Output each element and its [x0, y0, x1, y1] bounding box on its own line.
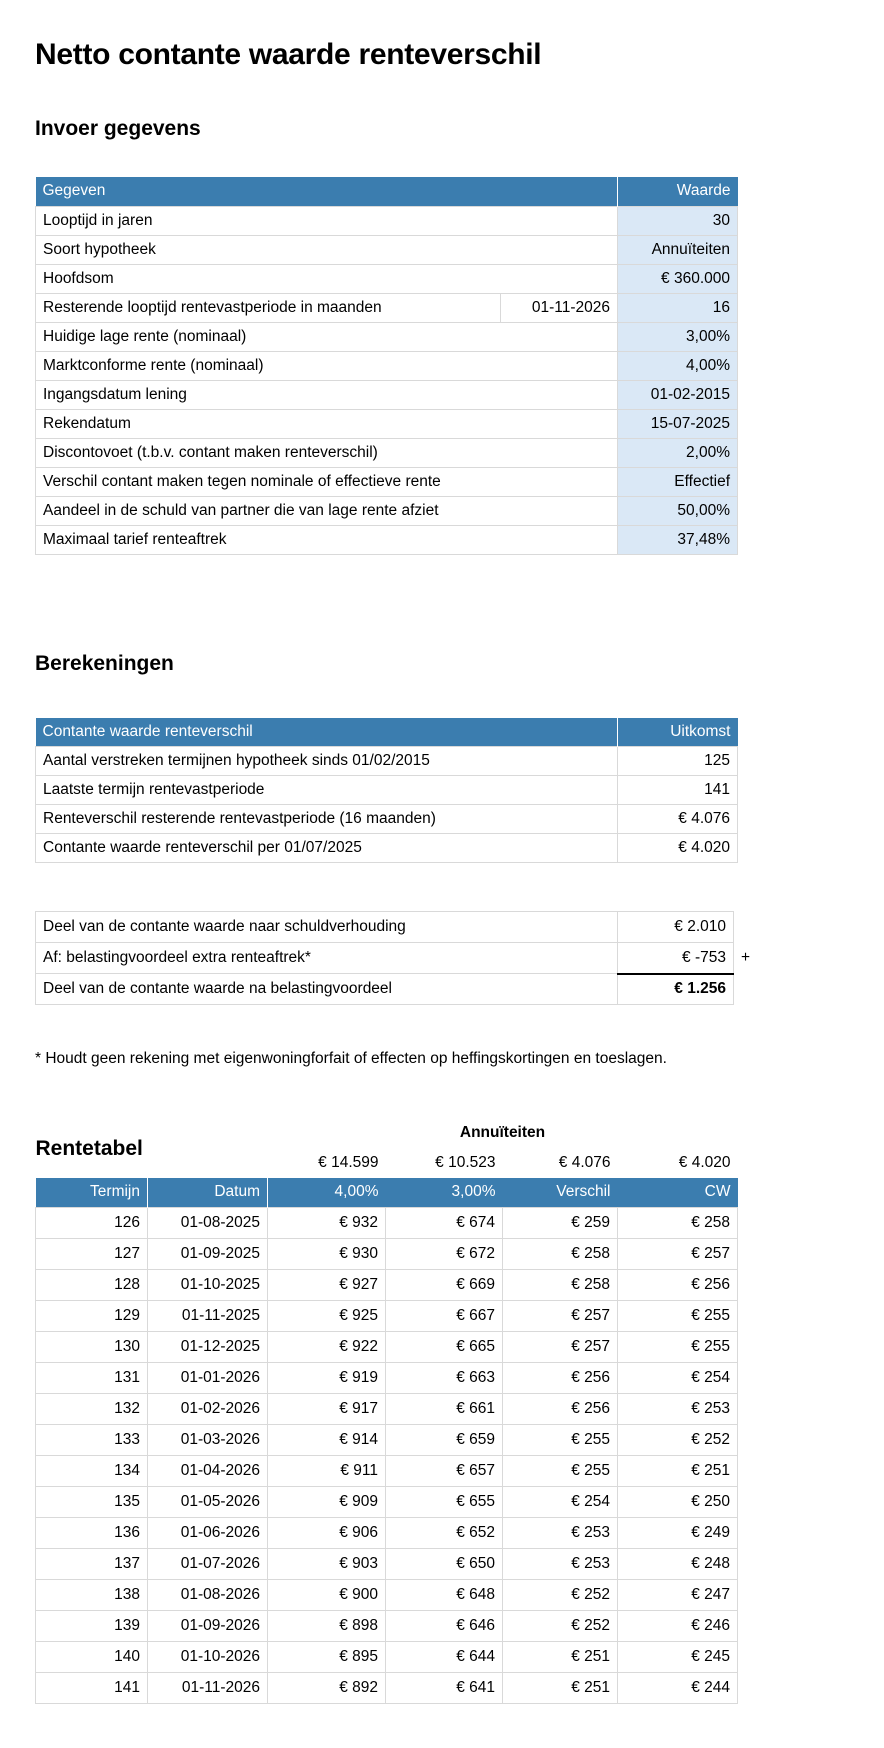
rente-row — [36, 1269, 738, 1300]
cw-cell: € 257 — [618, 1238, 738, 1269]
cw-cell: € 245 — [618, 1641, 738, 1672]
verschil-cell: € 257 — [503, 1331, 618, 1362]
rente-row — [36, 1424, 738, 1455]
verdeling-table — [35, 911, 750, 1005]
invoer-table-body — [36, 206, 738, 554]
datum-cell: 01-10-2025 — [148, 1269, 268, 1300]
rente-row — [36, 1362, 738, 1393]
rente-row — [36, 1393, 738, 1424]
invoer-row — [36, 525, 738, 554]
datum-cell: 01-02-2026 — [148, 1393, 268, 1424]
invoer-row-label: Verschil contant maken tegen nominale of effectieve rente — [36, 467, 618, 496]
invoer-row — [36, 438, 738, 467]
verschil-cell: € 257 — [503, 1300, 618, 1331]
cw-cell: € 252 — [618, 1424, 738, 1455]
datum-cell: 01-05-2026 — [148, 1486, 268, 1517]
rente-col-datum: Datum — [148, 1178, 268, 1207]
invoer-header-waarde: Waarde — [618, 177, 738, 206]
invoer-row — [36, 467, 738, 496]
datum-cell: 01-06-2026 — [148, 1517, 268, 1548]
berekeningen-header-row — [36, 718, 738, 747]
rente-hoog-cell: € 932 — [268, 1207, 386, 1238]
termijn-cell: 128 — [36, 1269, 148, 1300]
cw-cell: € 251 — [618, 1455, 738, 1486]
verdeling-row-value — [618, 943, 750, 974]
termijn-cell: 135 — [36, 1486, 148, 1517]
invoer-row-label: Ingangsdatum lening — [36, 380, 618, 409]
invoer-row-label: Hoofdsom — [36, 264, 618, 293]
cw-cell: € 255 — [618, 1300, 738, 1331]
verschil-cell: € 253 — [503, 1548, 618, 1579]
verschil-cell: € 251 — [503, 1672, 618, 1703]
verschil-cell: € 256 — [503, 1393, 618, 1424]
verschil-cell: € 259 — [503, 1207, 618, 1238]
invoer-row-label: Maximaal tarief renteaftrek — [36, 525, 618, 554]
invoer-row-label: Soort hypotheek — [36, 235, 618, 264]
cw-cell: € 250 — [618, 1486, 738, 1517]
rente-row — [36, 1207, 738, 1238]
rente-heading-cell — [36, 1118, 268, 1178]
cw-cell: € 248 — [618, 1548, 738, 1579]
cw-cell: € 255 — [618, 1331, 738, 1362]
rente-total-cell: € 4.076 — [558, 1154, 611, 1171]
verschil-cell: € 253 — [503, 1517, 618, 1548]
rente-laag-cell: € 672 — [386, 1238, 503, 1269]
termijn-cell: 134 — [36, 1455, 148, 1486]
rente-col-cw: CW — [618, 1178, 738, 1207]
invoer-row-label: Huidige lage rente (nominaal) — [36, 322, 618, 351]
rente-laag-cell: € 663 — [386, 1362, 503, 1393]
rente-hoog-cell: € 927 — [268, 1269, 386, 1300]
cw-cell: € 253 — [618, 1393, 738, 1424]
berekeningen-header-uitkomst: Uitkomst — [618, 718, 738, 747]
verdeling-row-value — [618, 974, 734, 1005]
rente-laag-cell: € 652 — [386, 1517, 503, 1548]
rente-col-rente-hoog: 4,00% — [268, 1178, 386, 1207]
datum-cell: 01-11-2026 — [148, 1672, 268, 1703]
termijn-cell: 131 — [36, 1362, 148, 1393]
rente-total-cell: € 4.020 — [678, 1154, 731, 1171]
termijn-cell: 129 — [36, 1300, 148, 1331]
invoer-row-label: Discontovoet (t.b.v. contant maken renteverschil) — [36, 438, 618, 467]
verschil-cell: € 255 — [503, 1455, 618, 1486]
termijn-cell: 126 — [36, 1207, 148, 1238]
section-heading-invoer: Invoer gegevens — [35, 117, 201, 140]
termijn-cell: 136 — [36, 1517, 148, 1548]
rente-total-cell: € 14.599 — [318, 1154, 379, 1171]
invoer-header-gegeven: Gegeven — [36, 177, 618, 206]
rente-hoog-cell: € 895 — [268, 1641, 386, 1672]
invoer-row-value: Annuïteiten — [618, 235, 738, 264]
invoer-row-label: Aandeel in de schuld van partner die van lage rente afziet — [36, 496, 618, 525]
verdeling-row-amount: € 2.010 — [674, 918, 726, 935]
rente-row — [36, 1610, 738, 1641]
cw-cell: € 254 — [618, 1362, 738, 1393]
invoer-row-label: Marktconforme rente (nominaal) — [36, 351, 618, 380]
rente-group-header: Annuïteiten — [459, 1124, 546, 1141]
invoer-table — [35, 177, 738, 555]
berekeningen-row-value: 141 — [618, 776, 738, 805]
rente-row — [36, 1486, 738, 1517]
invoer-row-value: 15-07-2025 — [618, 409, 738, 438]
verschil-cell: € 255 — [503, 1424, 618, 1455]
berekeningen-row-label: Laatste termijn rentevastperiode — [36, 776, 618, 805]
rente-hoog-cell: € 892 — [268, 1672, 386, 1703]
rente-laag-cell: € 674 — [386, 1207, 503, 1238]
rente-laag-cell: € 646 — [386, 1610, 503, 1641]
rente-hoog-cell: € 909 — [268, 1486, 386, 1517]
rente-row — [36, 1548, 738, 1579]
invoer-row-value: 16 — [618, 293, 738, 322]
datum-cell: 01-10-2026 — [148, 1641, 268, 1672]
rente-row — [36, 1455, 738, 1486]
invoer-row — [36, 322, 738, 351]
termijn-cell: 127 — [36, 1238, 148, 1269]
invoer-row — [36, 380, 738, 409]
berekeningen-row-value: € 4.076 — [618, 805, 738, 834]
datum-cell: 01-12-2025 — [148, 1331, 268, 1362]
rente-laag-cell: € 661 — [386, 1393, 503, 1424]
rente-laag-cell: € 655 — [386, 1486, 503, 1517]
rente-row — [36, 1579, 738, 1610]
berekeningen-row-value: 125 — [618, 747, 738, 776]
berekeningen-row — [36, 834, 738, 863]
datum-cell: 01-04-2026 — [148, 1455, 268, 1486]
rente-laag-cell: € 648 — [386, 1579, 503, 1610]
rente-row — [36, 1641, 738, 1672]
berekeningen-row-label: Aantal verstreken termijnen hypotheek sinds 01/02/2015 — [36, 747, 618, 776]
termijn-cell: 133 — [36, 1424, 148, 1455]
invoer-row — [36, 264, 738, 293]
rente-row — [36, 1672, 738, 1703]
rente-table-body — [36, 1207, 738, 1703]
rente-table — [35, 1118, 738, 1704]
cw-cell: € 256 — [618, 1269, 738, 1300]
datum-cell: 01-01-2026 — [148, 1362, 268, 1393]
plus-sign: + — [740, 948, 750, 966]
berekeningen-table-body — [36, 747, 738, 863]
berekeningen-row-label: Contante waarde renteverschil per 01/07/2025 — [36, 834, 618, 863]
verschil-cell: € 258 — [503, 1269, 618, 1300]
invoer-row-label: Resterende looptijd rentevastperiode in maanden — [36, 293, 501, 322]
verschil-cell: € 258 — [503, 1238, 618, 1269]
berekeningen-row — [36, 747, 738, 776]
cw-cell: € 244 — [618, 1672, 738, 1703]
invoer-header-row — [36, 177, 738, 206]
invoer-row — [36, 351, 738, 380]
rente-hoog-cell: € 919 — [268, 1362, 386, 1393]
invoer-row-value: 4,00% — [618, 351, 738, 380]
verdeling-row-label: Deel van de contante waarde naar schuldverhouding — [36, 912, 618, 943]
berekeningen-header-label: Contante waarde renteverschil — [36, 718, 618, 747]
invoer-row — [36, 206, 738, 235]
rente-hoog-cell: € 898 — [268, 1610, 386, 1641]
rente-laag-cell: € 657 — [386, 1455, 503, 1486]
termijn-cell: 130 — [36, 1331, 148, 1362]
page-title: Netto contante waarde renteverschil — [35, 38, 542, 71]
datum-cell: 01-03-2026 — [148, 1424, 268, 1455]
rente-row — [36, 1331, 738, 1362]
invoer-row-value: 37,48% — [618, 525, 738, 554]
rente-hoog-cell: € 900 — [268, 1579, 386, 1610]
datum-cell: 01-09-2025 — [148, 1238, 268, 1269]
rente-hoog-cell: € 917 — [268, 1393, 386, 1424]
invoer-row-value: 3,00% — [618, 322, 738, 351]
rente-laag-cell: € 644 — [386, 1641, 503, 1672]
invoer-row-date: 01-11-2026 — [501, 293, 618, 322]
rente-col-termijn: Termijn — [36, 1178, 148, 1207]
datum-cell: 01-11-2025 — [148, 1300, 268, 1331]
rente-laag-cell: € 641 — [386, 1672, 503, 1703]
invoer-row-label: Looptijd in jaren — [36, 206, 618, 235]
invoer-row-value: 50,00% — [618, 496, 738, 525]
rente-row — [36, 1300, 738, 1331]
rente-laag-cell: € 669 — [386, 1269, 503, 1300]
rente-total-cell: € 10.523 — [435, 1154, 496, 1171]
cw-cell: € 246 — [618, 1610, 738, 1641]
verschil-cell: € 252 — [503, 1579, 618, 1610]
berekeningen-row — [36, 805, 738, 834]
invoer-row — [36, 293, 738, 322]
section-heading-rentetabel: Rentetabel — [35, 1136, 143, 1160]
rente-hoog-cell: € 911 — [268, 1455, 386, 1486]
verdeling-row-value — [618, 912, 734, 943]
rente-hoog-cell: € 925 — [268, 1300, 386, 1331]
datum-cell: 01-09-2026 — [148, 1610, 268, 1641]
datum-cell: 01-08-2026 — [148, 1579, 268, 1610]
cw-cell: € 258 — [618, 1207, 738, 1238]
invoer-row — [36, 409, 738, 438]
verdeling-row-amount: € -753 — [682, 948, 726, 966]
footnote: * Houdt geen rekening met eigenwoningforfait of effecten op heffingskortingen en toeslagen. — [35, 1050, 667, 1067]
verschil-cell: € 256 — [503, 1362, 618, 1393]
termijn-cell: 140 — [36, 1641, 148, 1672]
rente-hoog-cell: € 903 — [268, 1548, 386, 1579]
invoer-row-value: 01-02-2015 — [618, 380, 738, 409]
invoer-row-value: 30 — [618, 206, 738, 235]
rente-col-verschil: Verschil — [503, 1178, 618, 1207]
invoer-row — [36, 496, 738, 525]
invoer-row-value: Effectief — [618, 467, 738, 496]
verdeling-row — [36, 974, 734, 1005]
rente-header-row — [36, 1178, 738, 1207]
cw-cell: € 247 — [618, 1579, 738, 1610]
berekeningen-table — [35, 718, 738, 864]
termijn-cell: 138 — [36, 1579, 148, 1610]
invoer-row-value: € 360.000 — [618, 264, 738, 293]
termijn-cell: 141 — [36, 1672, 148, 1703]
invoer-row-label: Rekendatum — [36, 409, 618, 438]
rente-laag-cell: € 650 — [386, 1548, 503, 1579]
rente-group-row — [36, 1118, 738, 1148]
datum-cell: 01-08-2025 — [148, 1207, 268, 1238]
invoer-row — [36, 235, 738, 264]
verdeling-row-amount: € 1.256 — [674, 980, 726, 998]
termijn-cell: 139 — [36, 1610, 148, 1641]
berekeningen-row — [36, 776, 738, 805]
cw-cell: € 249 — [618, 1517, 738, 1548]
verschil-cell: € 254 — [503, 1486, 618, 1517]
termijn-cell: 137 — [36, 1548, 148, 1579]
section-heading-berekeningen: Berekeningen — [35, 651, 174, 675]
rente-hoog-cell: € 922 — [268, 1331, 386, 1362]
verdeling-row-label: Deel van de contante waarde na belastingvoordeel — [36, 974, 618, 1005]
verdeling-table-body — [36, 912, 750, 1005]
rente-hoog-cell: € 914 — [268, 1424, 386, 1455]
rente-laag-cell: € 665 — [386, 1331, 503, 1362]
verschil-cell: € 251 — [503, 1641, 618, 1672]
rente-laag-cell: € 667 — [386, 1300, 503, 1331]
datum-cell: 01-07-2026 — [148, 1548, 268, 1579]
rente-row — [36, 1238, 738, 1269]
termijn-cell: 132 — [36, 1393, 148, 1424]
rente-col-rente-laag: 3,00% — [386, 1178, 503, 1207]
berekeningen-row-value: € 4.020 — [618, 834, 738, 863]
rente-laag-cell: € 659 — [386, 1424, 503, 1455]
invoer-row-value: 2,00% — [618, 438, 738, 467]
rente-row — [36, 1517, 738, 1548]
verdeling-row — [36, 943, 734, 974]
verdeling-row-label: Af: belastingvoordeel extra renteaftrek* — [36, 943, 618, 974]
berekeningen-row-label: Renteverschil resterende rentevastperiode (16 maanden) — [36, 805, 618, 834]
rente-hoog-cell: € 906 — [268, 1517, 386, 1548]
rente-hoog-cell: € 930 — [268, 1238, 386, 1269]
verdeling-row — [36, 912, 734, 943]
verschil-cell: € 252 — [503, 1610, 618, 1641]
